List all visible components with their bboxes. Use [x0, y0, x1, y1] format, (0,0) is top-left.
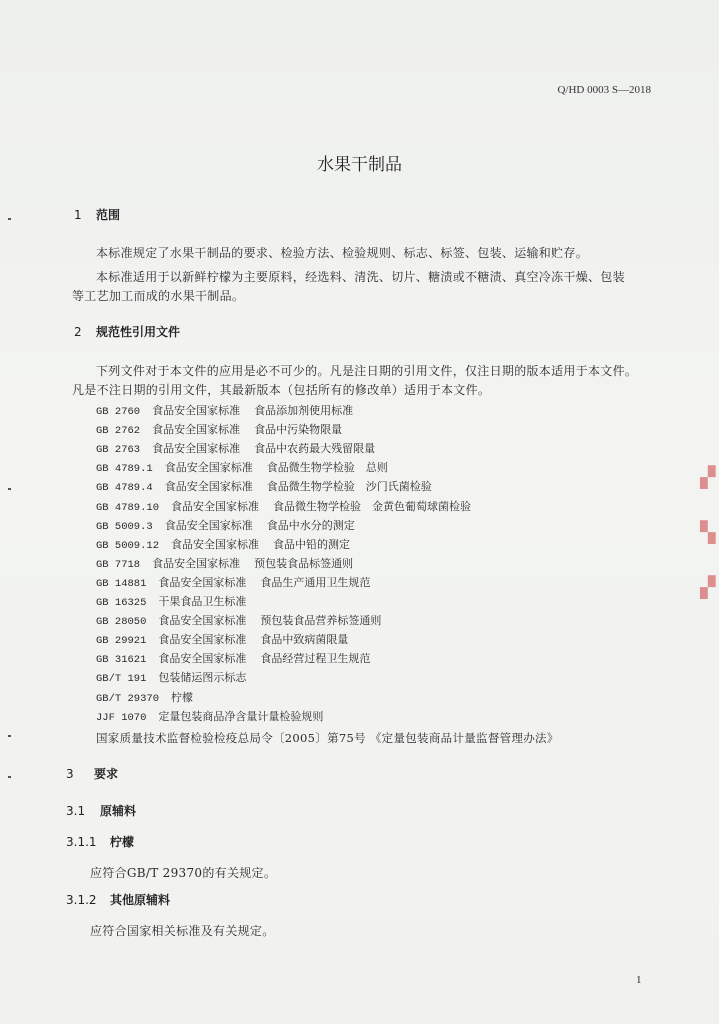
reference-code: GB/T 29370 — [96, 692, 160, 705]
section-title: 规范性引用文件 — [96, 325, 181, 339]
section-title: 柠檬 — [110, 835, 135, 849]
reference-code: GB 16325 — [96, 597, 147, 609]
reference-item — [96, 631, 348, 647]
reference-item — [96, 574, 370, 590]
scan-mark — [8, 776, 11, 778]
scan-mark — [8, 488, 11, 490]
reference-subtitle: 食品中致病菌限量 — [260, 633, 349, 647]
reference-title: 食品安全国家标准 — [171, 499, 260, 513]
reference-title: 干果食品卫生标准 — [158, 595, 247, 608]
reference-item — [96, 612, 381, 628]
section-number: 3 — [66, 767, 74, 781]
reference-code: GB 31621 — [96, 654, 147, 667]
reference-item — [96, 708, 337, 724]
reference-title: 食品安全国家标准 — [164, 461, 253, 475]
reference-code: GB 4789.10 — [96, 501, 160, 514]
reference-code: GB 5009.3 — [96, 520, 153, 533]
page-number: 1 — [636, 974, 642, 986]
reference-item — [96, 421, 342, 437]
scope-paragraph-1: 本标准规定了水果干制品的要求、检验方法、检验规则、标志、标签、包装、运输和贮存。 — [96, 246, 589, 260]
document-title: 水果干制品 — [317, 155, 402, 175]
section-number: 3.1.1 — [66, 835, 97, 849]
section-3-1-1-heading — [66, 833, 134, 850]
reference-code: GB 2762 — [96, 425, 141, 438]
reference-title: 食品安全国家标准 — [158, 575, 247, 589]
section-number: 2 — [74, 325, 82, 339]
reference-item — [96, 669, 260, 685]
section-3-heading — [66, 765, 118, 782]
reference-code: JJF 1070 — [96, 711, 147, 724]
reference-subtitle: 食品中铅的测定 — [273, 537, 351, 551]
section-number: 3.1.2 — [66, 893, 97, 907]
reference-title: 食品安全国家标准 — [164, 518, 253, 532]
scan-mark — [8, 735, 11, 737]
reference-title: 食品安全国家标准 — [152, 556, 241, 570]
reference-item — [96, 459, 388, 475]
reference-subtitle: 预包装食品标签通则 — [254, 556, 354, 570]
section-3-1-heading — [66, 802, 136, 819]
section-2-heading — [74, 323, 180, 340]
reference-item — [96, 478, 432, 494]
reference-title: 食品安全国家标准 — [164, 480, 253, 494]
section-1-heading — [74, 206, 120, 223]
section-number: 1 — [74, 208, 82, 222]
refs-paragraph-1: 下列文件对于本文件的应用是必不可少的。凡是注日期的引用文件，仅注日期的版本适用于本文件。 — [96, 364, 638, 378]
other-requirement: 应符合国家相关标准及有关规定。 — [90, 924, 275, 938]
reference-code: GB 5009.12 — [96, 539, 160, 552]
reference-code: GB 2763 — [96, 444, 141, 457]
reference-item — [96, 689, 207, 705]
reference-code: GB 14881 — [96, 577, 147, 590]
reference-title: 食品安全国家标准 — [152, 442, 241, 456]
reference-subtitle: 食品中水分的测定 — [266, 518, 355, 532]
reference-title: 食品安全国家标准 — [152, 404, 241, 417]
scan-mark — [8, 218, 11, 220]
section-title: 原辅料 — [100, 804, 137, 818]
reference-item — [96, 440, 375, 456]
reference-subtitle: 食品微生物学检验 金黄色葡萄球菌检验 — [273, 499, 472, 513]
reference-item — [96, 650, 370, 666]
reference-subtitle: 食品微生物学检验 总则 — [266, 461, 388, 475]
refs-paragraph-1-cont: 凡是不注日期的引用文件，其最新版本（包括所有的修改单）适用于本文件。 — [72, 383, 491, 397]
reference-code: GB 4789.4 — [96, 482, 153, 495]
reference-code: GB/T 191 — [96, 673, 147, 686]
reference-subtitle: 食品微生物学检验 沙门氏菌检验 — [266, 480, 432, 494]
reference-code: GB 4789.1 — [96, 463, 153, 476]
reference-item — [96, 498, 471, 514]
reference-code: GB 2760 — [96, 406, 141, 418]
scope-paragraph-2-cont: 等工艺加工而成的水果干制品。 — [72, 289, 245, 303]
reference-item — [96, 402, 353, 418]
reference-title: 柠檬 — [171, 690, 194, 704]
reference-subtitle: 食品中污染物限量 — [254, 423, 343, 437]
reference-subtitle: 食品经营过程卫生规范 — [260, 652, 371, 666]
reference-title: 食品安全国家标准 — [158, 652, 247, 666]
reference-title: 包装储运图示标志 — [158, 671, 247, 685]
reference-subtitle: 预包装食品营养标签通则 — [260, 614, 382, 628]
reference-subtitle: 食品添加剂使用标准 — [254, 404, 354, 417]
section-number: 3.1 — [66, 804, 86, 818]
reference-title: 定量包装商品净含量计量检验规则 — [158, 709, 324, 723]
reference-item — [96, 536, 350, 552]
reference-title: 食品安全国家标准 — [171, 537, 260, 551]
section-title: 范围 — [96, 208, 121, 222]
reference-code: GB 29921 — [96, 635, 147, 648]
scope-paragraph-2: 本标准适用于以新鲜柠檬为主要原料，经选料、清洗、切片、糖渍或不糖渍、真空冷冻干燥、包装 — [96, 270, 625, 284]
reference-title: 食品安全国家标准 — [158, 614, 247, 628]
reference-subtitle: 食品中农药最大残留限量 — [254, 442, 376, 456]
lemon-requirement: 应符合GB/T 29370的有关规定。 — [90, 866, 277, 880]
reference-code: GB 28050 — [96, 616, 147, 629]
standard-code: Q/HD 0003 S—2018 — [557, 84, 651, 96]
reference-code: GB 7718 — [96, 558, 141, 571]
section-title: 其他原辅料 — [110, 893, 171, 907]
reference-subtitle: 食品生产通用卫生规范 — [260, 575, 371, 589]
reference-item — [96, 555, 353, 571]
section-title: 要求 — [94, 767, 119, 781]
reference-item — [96, 517, 355, 533]
reference-title: 食品安全国家标准 — [158, 633, 247, 647]
reference-order: 国家质量技术监督检验检疫总局令〔2005〕第75号 《定量包装商品计量监督管理办法》 — [96, 731, 559, 745]
red-seal-stamp: ▞ ▚ ▞ — [700, 465, 716, 599]
section-3-1-2-heading — [66, 891, 170, 908]
reference-title: 食品安全国家标准 — [152, 423, 241, 437]
reference-item — [96, 593, 260, 609]
